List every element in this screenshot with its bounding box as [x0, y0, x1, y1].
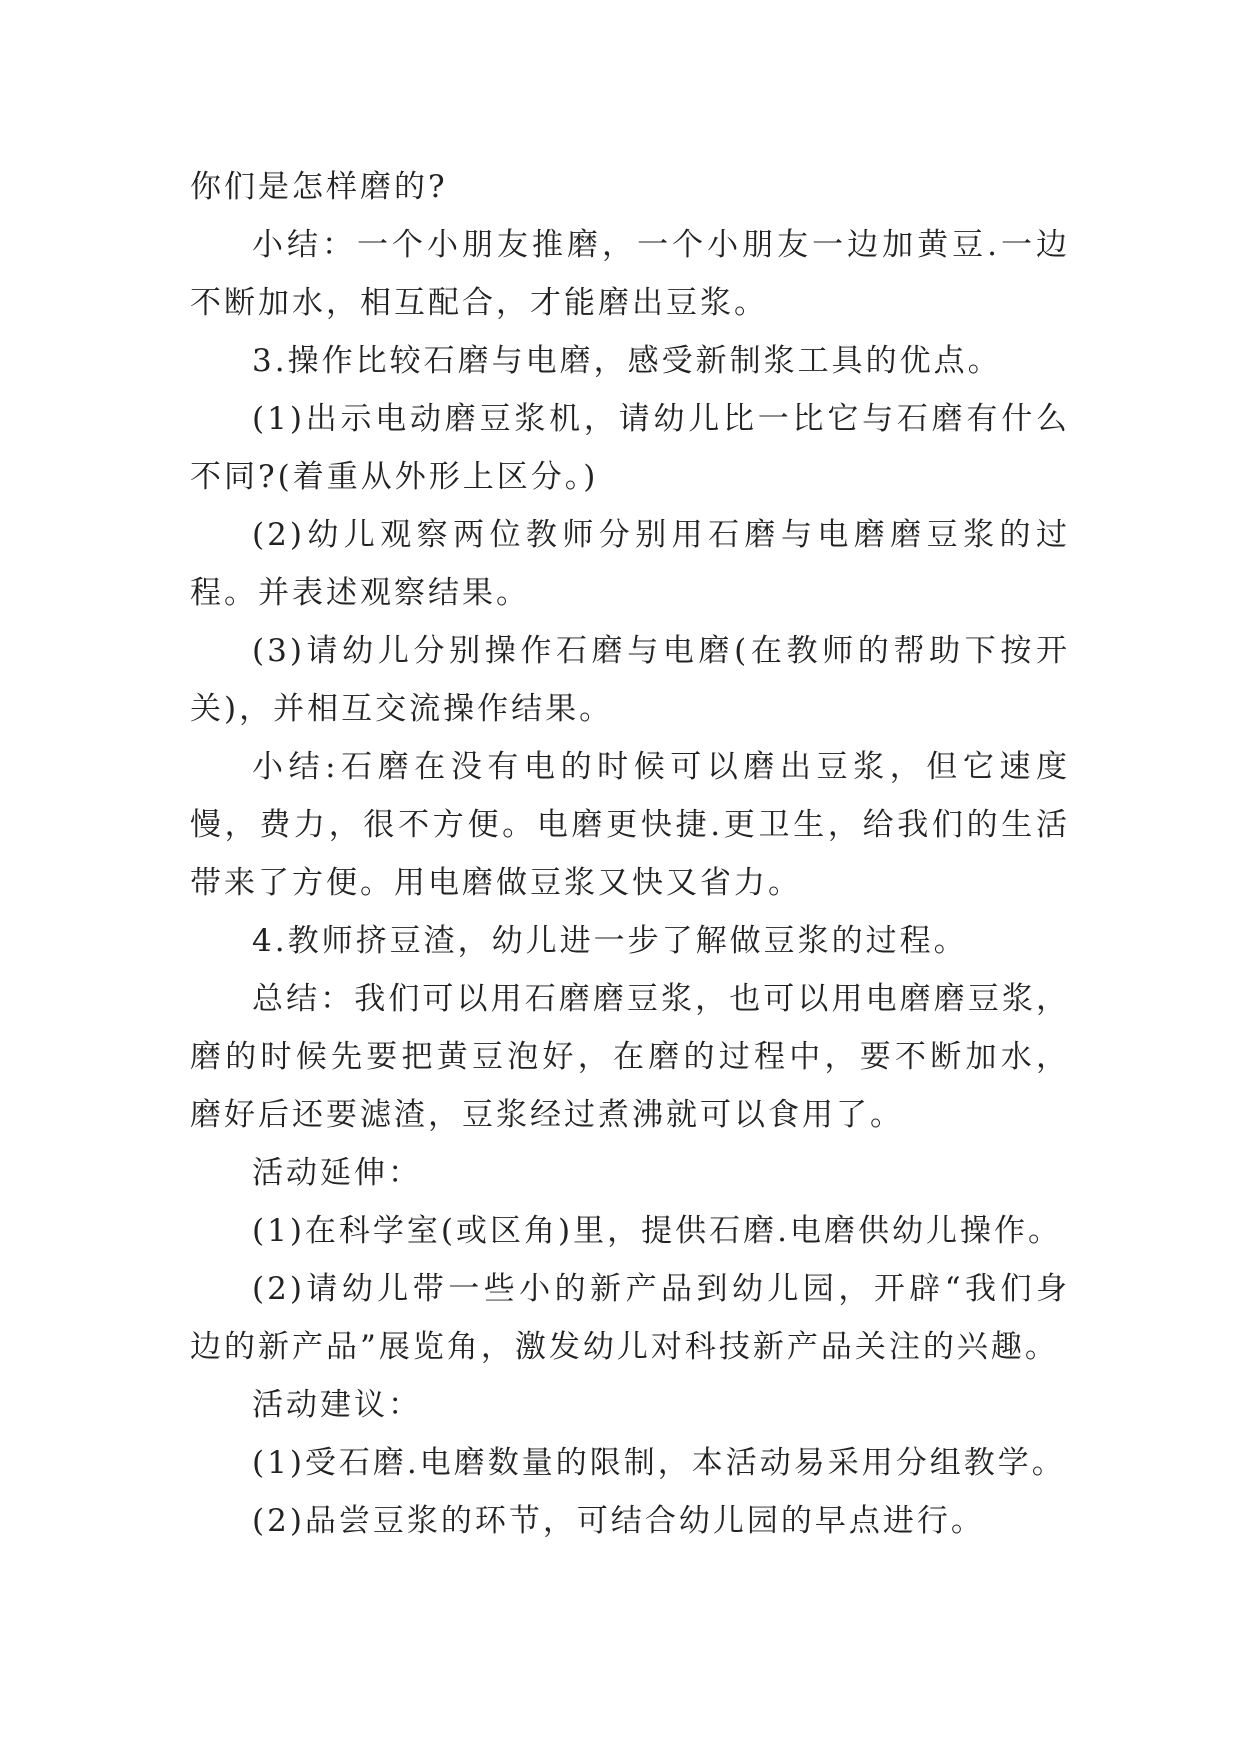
paragraph-step-3-item-1: (1)出示电动磨豆浆机，请幼儿比一比它与石磨有什么不同?(着重从外形上区分。)	[190, 401, 1070, 495]
paragraph-step-3: 3.操作比较石磨与电磨，感受新制浆工具的优点。	[252, 343, 1002, 379]
paragraph-extension-item-1: (1)在科学室(或区角)里，提供石磨.电磨供幼儿操作。	[252, 1213, 1062, 1249]
paragraph-suggestion-item-2: (2)品尝豆浆的环节，可结合幼儿园的早点进行。	[252, 1503, 985, 1539]
paragraph-suggestion-item-1: (1)受石磨.电磨数量的限制，本活动易采用分组教学。	[252, 1445, 1066, 1481]
paragraph-step-3-item-3: (3)请幼儿分别操作石磨与电磨(在教师的帮助下按开关)，并相互交流操作结果。	[190, 633, 1070, 727]
document-body	[190, 158, 1070, 1550]
heading-activity-suggestion: 活动建议：	[252, 1387, 422, 1423]
paragraph-step-3-item-2: (2)幼儿观察两位教师分别用石磨与电磨磨豆浆的过程。并表述观察结果。	[190, 517, 1070, 611]
heading-activity-extension: 活动延伸：	[252, 1155, 422, 1191]
paragraph-extension-item-2: (2)请幼儿带一些小的新产品到幼儿园，开辟“我们身边的新产品”展览角，激发幼儿对科技新产品关注的兴趣。	[190, 1271, 1070, 1365]
paragraph-step-4: 4.教师挤豆渣，幼儿进一步了解做豆浆的过程。	[252, 923, 968, 959]
paragraph-summary-2: 小结:石磨在没有电的时候可以磨出豆浆，但它速度慢，费力，很不方便。电磨更快捷.更卫生，给我们的生活带来了方便。用电磨做豆浆又快又省力。	[190, 749, 1070, 901]
paragraph-continuation: 你们是怎样磨的?	[190, 169, 448, 205]
paragraph-summary-1: 小结：一个小朋友推磨，一个小朋友一边加黄豆.一边不断加水，相互配合，才能磨出豆浆。	[190, 227, 1070, 321]
paragraph-conclusion: 总结：我们可以用石磨磨豆浆，也可以用电磨磨豆浆，磨的时候先要把黄豆泡好，在磨的过程中，要不断加水，磨好后还要滤渣，豆浆经过煮沸就可以食用了。	[190, 981, 1070, 1133]
